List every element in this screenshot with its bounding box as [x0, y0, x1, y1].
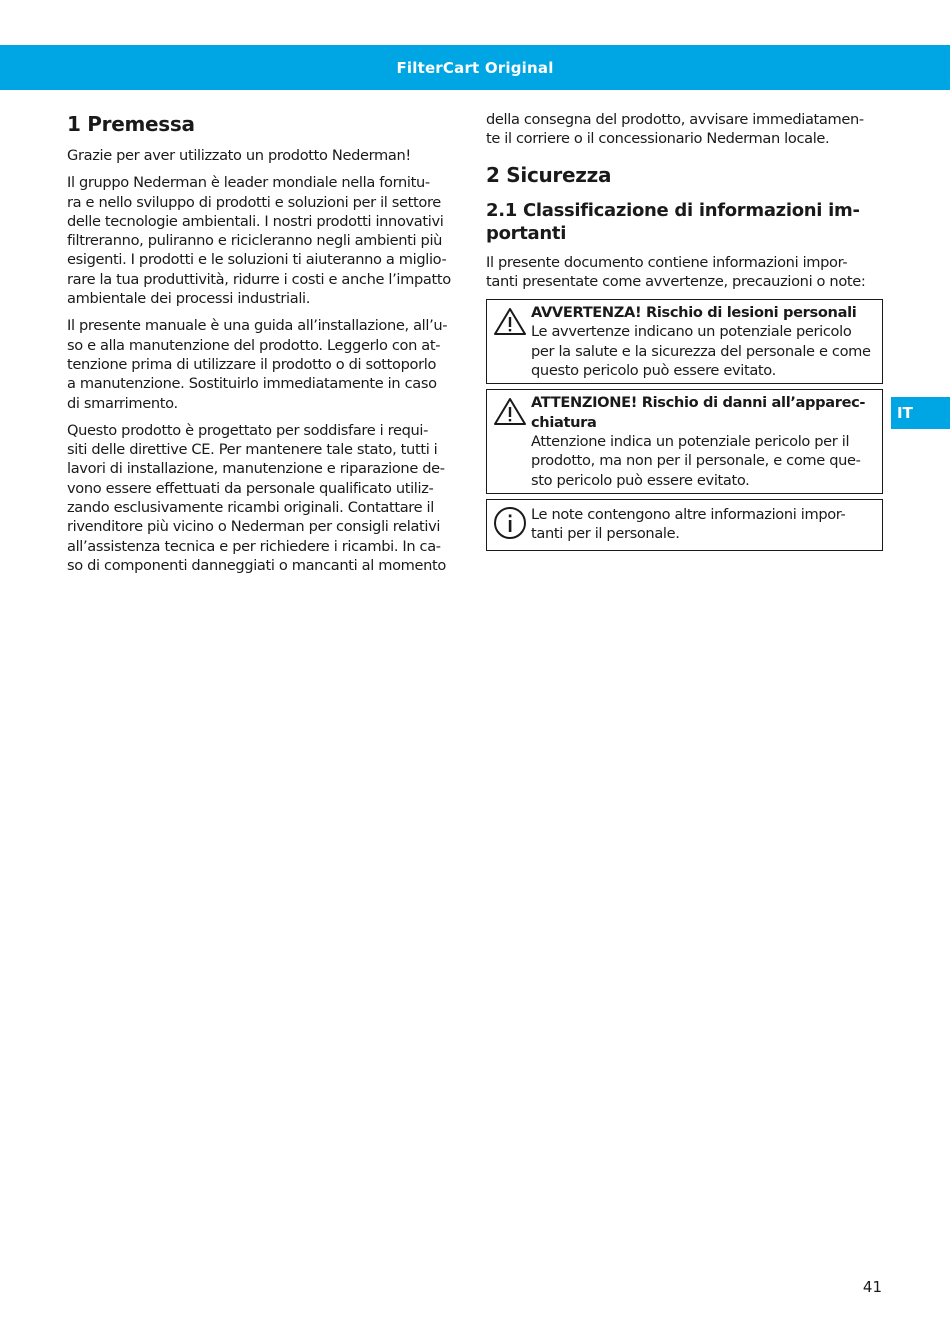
right-column [486, 110, 883, 556]
info-notice [486, 499, 883, 552]
paragraph-continuation: della consegna del prodotto, avvisare immediatamen- te il corriere o il concessionario Nederman locale. [486, 111, 864, 148]
paragraph: Il presente manuale è una guida all’installazione, all’u- so e alla manutenzione del prodotto. Leggerlo con at- tenzione prima di utilizzare il prodotto o di sottoporlo a manutenzione. Sostituirlo immediatamente in caso di smarrimento. [67, 317, 448, 412]
document-title: FilterCart Original [396, 58, 554, 77]
warning-notice [486, 299, 883, 384]
paragraph: Grazie per aver utilizzato un prodotto Nederman! [67, 147, 411, 164]
warning-triangle-icon [493, 306, 527, 338]
notice-body: Le avvertenze indicano un potenziale pericolo per la salute e la sicurezza del personale e come questo pericolo può essere evitato. [531, 323, 871, 380]
subsection-heading: 2.1 Classificazione di informazioni im- portanti [486, 199, 860, 244]
paragraph: Questo prodotto è progettato per soddisfare i requi- siti delle direttive CE. Per mantenere tale stato, tutti i lavori di installazione, manutenzione e riparazione de- vono essere effettuati da personale qualificato utiliz- zando esclusivamente ricambi originali. Contattare il rivenditore più vicino o Nederman per consigli relativi all’assistenza tecnica e per richiedere i ricambi. In ca- so di componenti danneggiati o mancanti al momento [67, 421, 446, 574]
intro-paragraph: Il presente documento contiene informazioni impor- tanti presentate come avvertenze, precauzioni o note: [486, 253, 866, 290]
paragraph: Il gruppo Nederman è leader mondiale nella fornitu- ra e nello sviluppo di prodotti e soluzioni per il settore delle tecnologie ambientali. I nostri prodotti innovativi filtreranno, puliranno e ricicleranno negli ambienti più esigenti. I prodotti e le soluzioni ti aiuteranno a miglio- rare la tua produttività, ridurre i costi e anche l’impatto ambientale dei processi industriali. [67, 174, 451, 308]
page-number: 41 [862, 1278, 882, 1296]
left-column [67, 110, 463, 583]
notice-title: ATTENZIONE! Rischio di danni all’apparec- chiatura [531, 394, 866, 431]
warning-triangle-icon [493, 396, 527, 428]
section-heading-sicurezza: 2 Sicurezza [486, 162, 612, 187]
language-tab: IT [891, 397, 950, 429]
notice-title: AVVERTENZA! Rischio di lesioni personali [531, 304, 857, 322]
notice-body: Attenzione indica un potenziale pericolo per il prodotto, ma non per il personale, e come que- sto pericolo può essere evitato. [531, 432, 861, 489]
caution-notice [486, 389, 883, 493]
notice-body: Le note contengono altre informazioni impor- tanti per il personale. [531, 505, 846, 543]
header-bar [0, 45, 950, 90]
info-circle-icon [493, 506, 527, 540]
section-heading-premessa: 1 Premessa [67, 112, 195, 136]
